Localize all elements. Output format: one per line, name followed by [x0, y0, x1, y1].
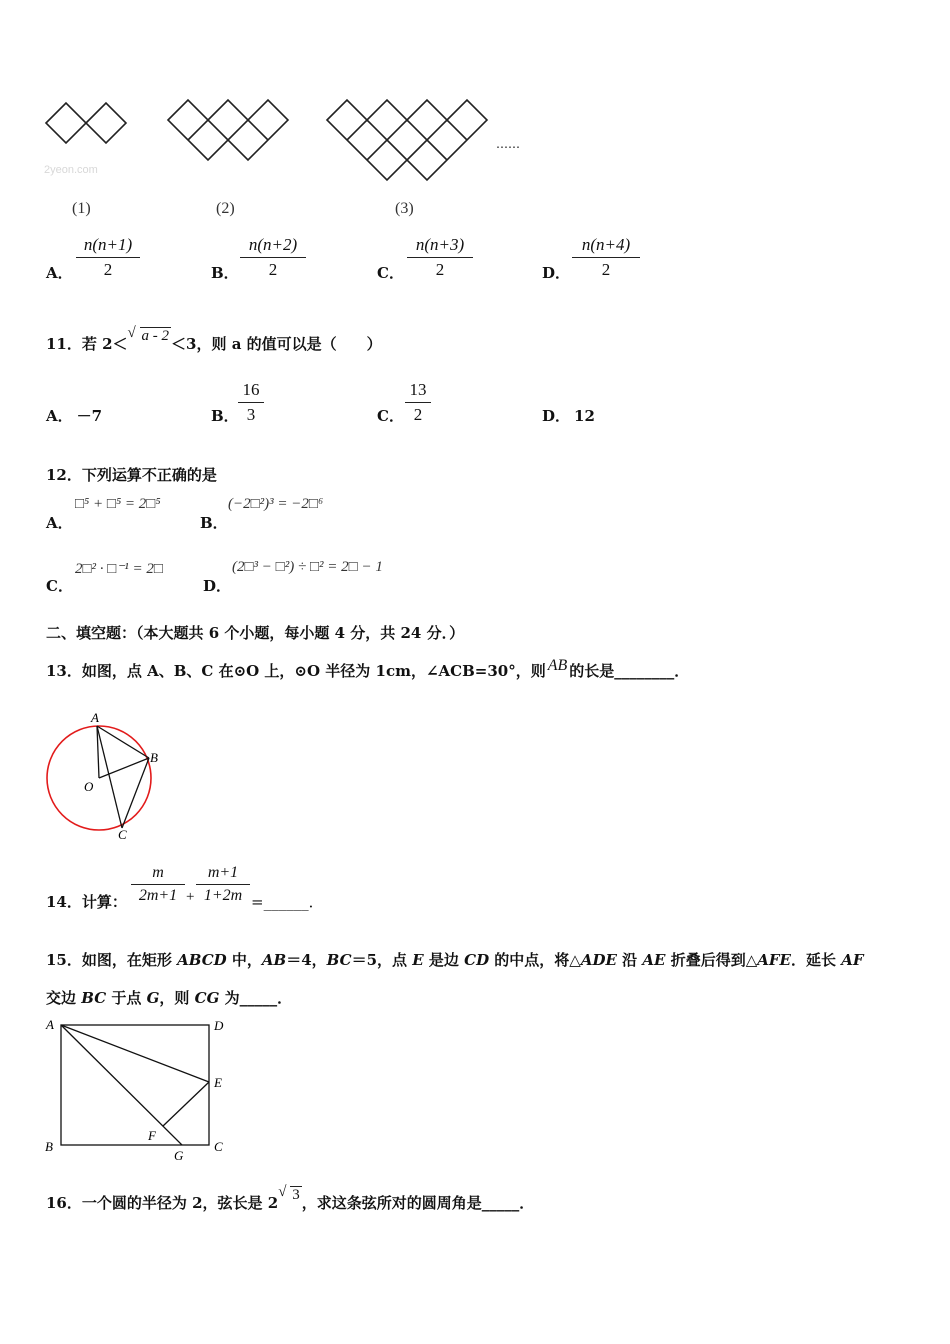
- q15-label-f: F: [148, 1128, 156, 1143]
- q13-prefix: 13．如图，点 A、B、C 在⊙O 上，⊙O 半径为 1cm，∠ACB=30°，则: [46, 662, 546, 680]
- q15-label-a: A: [46, 1017, 54, 1032]
- q15-label-d: D: [214, 1018, 224, 1033]
- q10-option-d-letter: D．: [542, 264, 571, 282]
- q15-label-b: B: [45, 1139, 53, 1154]
- q10-option-a-fraction: [76, 235, 140, 280]
- q10-option-c-den: 2: [435, 260, 445, 279]
- q16-prefix: 16．一个圆的半径为 2，弦长是 2: [46, 1194, 279, 1212]
- q10-option-b-letter: B．: [211, 264, 239, 282]
- q11-suffix: ＜3，则 a 的值可以是（ ）: [171, 335, 382, 353]
- pattern-caption-1: (1): [72, 200, 91, 217]
- q10-option-c-num: n(n+3): [415, 235, 465, 254]
- q10-option-d-num: n(n+4): [581, 235, 631, 254]
- q11-radical: √ a - 2: [127, 325, 170, 344]
- q14-plus: +: [186, 889, 195, 905]
- q10-option-b-num: n(n+2): [248, 235, 298, 254]
- q10-option-c-fraction: [407, 235, 473, 280]
- q12-option-a-expr: □⁵ + □⁵ = 2□⁵: [75, 496, 161, 512]
- q13-stem: [46, 657, 690, 681]
- pattern-watermark: 2yeon.com: [44, 164, 98, 176]
- q16-suffix: ，求这条弦所对的圆周角是_____．: [301, 1194, 535, 1212]
- q13-suffix: 的长是________．: [569, 662, 690, 680]
- q13-circle-figure: [40, 712, 170, 842]
- q13-label-a: A: [91, 712, 99, 725]
- pattern-1: [46, 103, 126, 143]
- pattern-3: [327, 100, 487, 180]
- q16-radicand: 3: [292, 1187, 300, 1203]
- q10-option-b-den: 2: [268, 260, 278, 279]
- q15-label-c: C: [214, 1139, 223, 1154]
- q12-option-b-letter: B．: [200, 514, 228, 532]
- q12-option-d-expr: (2□³ − □²) ÷ □² = 2□ − 1: [232, 559, 383, 575]
- q14-suffix: =______．: [251, 893, 324, 911]
- q12-option-d-letter: D．: [203, 577, 232, 595]
- q11-stem: [46, 325, 382, 354]
- q10-option-b-fraction: [240, 235, 306, 280]
- q14-fraction-1: m 2m+1: [131, 864, 185, 905]
- q10-option-d-fraction: [572, 235, 640, 280]
- q15-line-2: 交边 BC 于点 G，则 CG 为_____．: [46, 989, 293, 1007]
- q11-option-c-letter: C．: [377, 407, 404, 425]
- q12-option-c-expr: 2□² · □⁻¹ = 2□: [75, 561, 163, 577]
- q10-option-a-den: 2: [103, 260, 113, 279]
- q15-line-1: 15．如图，在矩形 ABCD 中，AB＝4，BC＝5，点 E 是边 CD 的中点，将△ADE 沿 AE 折叠后得到△AFE．延长 AF: [46, 951, 864, 969]
- q15-rectangle-figure: [40, 1012, 240, 1167]
- q13-arc: AB: [547, 657, 568, 674]
- q11-option-a: A． －7: [46, 407, 103, 425]
- pattern-caption-3: (3): [395, 200, 414, 217]
- q11-prefix: 11．若 2＜: [46, 335, 128, 353]
- q13-label-o: O: [84, 779, 94, 794]
- q10-option-d-den: 2: [601, 260, 611, 279]
- q15-label-e: E: [214, 1075, 222, 1090]
- q11-radicand: a - 2: [141, 328, 170, 344]
- q10-option-c-letter: C．: [377, 264, 404, 282]
- diamond-pattern-figures: [40, 95, 530, 190]
- q11-option-d: D． 12: [542, 407, 595, 425]
- q10-option-a-num: n(n+1): [83, 235, 133, 254]
- section-2-heading: 二、填空题：（本大题共 6 个小题，每小题 4 分，共 24 分．）: [46, 624, 465, 642]
- q13-label-b: B: [150, 750, 158, 765]
- q14-prefix: 14．计算：: [46, 893, 127, 911]
- q12-option-a-letter: A．: [46, 514, 73, 532]
- pattern-caption-2: (2): [216, 200, 235, 217]
- q11-option-b-letter: B．: [211, 407, 239, 425]
- q12-option-b-expr: (−2□²)³ = −2□⁶: [228, 496, 324, 512]
- q11-option-b-fraction: 16 3: [238, 380, 264, 425]
- q14-fraction-2: m+1 1+2m: [196, 864, 250, 905]
- q16-radical: √ 3: [278, 1184, 300, 1203]
- q12-option-c-letter: C．: [46, 577, 73, 595]
- q12-stem: 12．下列运算不正确的是: [46, 466, 217, 484]
- q13-label-c: C: [118, 827, 127, 842]
- pattern-2: [168, 100, 288, 160]
- q11-option-c-fraction: 13 2: [405, 380, 431, 425]
- q15-label-g: G: [174, 1148, 184, 1163]
- pattern-ellipsis: ……: [496, 137, 520, 151]
- q16-stem: [46, 1184, 535, 1213]
- q10-option-a-letter: A．: [46, 264, 73, 282]
